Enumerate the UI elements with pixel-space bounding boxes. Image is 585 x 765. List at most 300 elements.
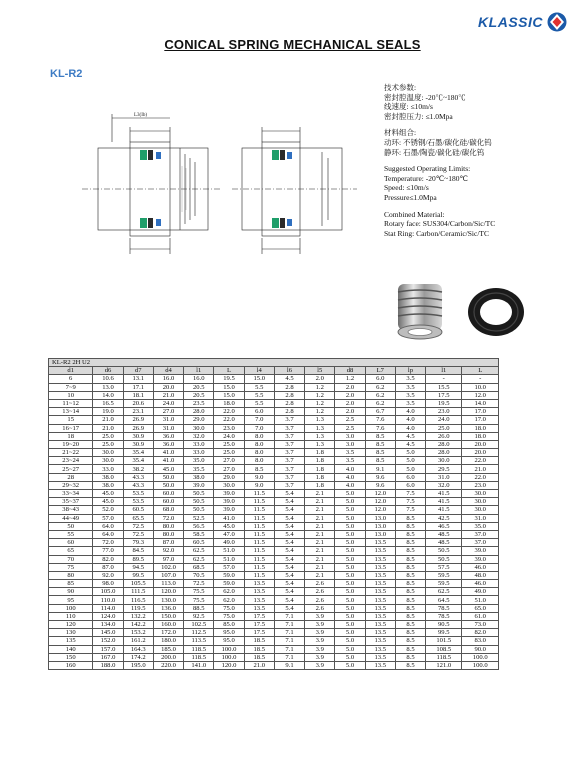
table-cell: 5.0 bbox=[335, 506, 365, 514]
table-cell: 8.5 bbox=[395, 653, 425, 661]
table-cell: 35.4 bbox=[123, 457, 153, 465]
table-cell: 68.0 bbox=[153, 506, 183, 514]
table-cell: 28.0 bbox=[184, 408, 214, 416]
table-cell: 50.0 bbox=[153, 481, 183, 489]
table-cell: 87.0 bbox=[93, 563, 123, 571]
table-cell: 105.0 bbox=[93, 588, 123, 596]
table-cell: 95 bbox=[49, 596, 93, 604]
table-cell: 38.0 bbox=[93, 481, 123, 489]
table-cell: 97.0 bbox=[153, 555, 183, 563]
table-cell: 13.5 bbox=[365, 563, 395, 571]
table-cell: 5.0 bbox=[335, 580, 365, 588]
table-cell: 22.0 bbox=[214, 416, 244, 424]
table-cell: 39.0 bbox=[214, 490, 244, 498]
table-cell: 45.0 bbox=[153, 465, 183, 473]
table-cell: 11.5 bbox=[244, 498, 274, 506]
table-cell: 8.5 bbox=[395, 612, 425, 620]
table-cell: 1.3 bbox=[305, 416, 335, 424]
table-cell: 60.0 bbox=[153, 490, 183, 498]
table-row bbox=[49, 391, 499, 399]
table-cell: 13.5 bbox=[365, 580, 395, 588]
table-cell: 5.4 bbox=[274, 506, 304, 514]
table-cell: 42.5 bbox=[426, 514, 462, 522]
table-cell: 90 bbox=[49, 588, 93, 596]
table-cell: 2.0 bbox=[335, 399, 365, 407]
table-cell: 29.0 bbox=[184, 416, 214, 424]
table-cell: 50.5 bbox=[426, 547, 462, 555]
table-row bbox=[49, 629, 499, 637]
table-cell: 5.0 bbox=[335, 539, 365, 547]
table-cell: 13.5 bbox=[365, 629, 395, 637]
table-cell: 119.5 bbox=[123, 604, 153, 612]
column-header: l1 bbox=[426, 367, 462, 375]
table-cell: 95.0 bbox=[214, 637, 244, 645]
table-cell: 13~14 bbox=[49, 408, 93, 416]
table-cell: 1.2 bbox=[305, 383, 335, 391]
table-cell: 8.0 bbox=[244, 440, 274, 448]
table-cell: 85 bbox=[49, 580, 93, 588]
column-header: L bbox=[462, 367, 499, 375]
table-cell: 12.0 bbox=[365, 498, 395, 506]
table-cell: 1.2 bbox=[305, 391, 335, 399]
table-cell: 5.4 bbox=[274, 571, 304, 579]
table-row bbox=[49, 588, 499, 596]
table-cell: 13.5 bbox=[365, 621, 395, 629]
table-cell: 30.0 bbox=[426, 457, 462, 465]
table-cell: 38.0 bbox=[93, 473, 123, 481]
column-header: d6 bbox=[93, 367, 123, 375]
table-cell: 101.5 bbox=[426, 637, 462, 645]
table-cell: 3.9 bbox=[305, 629, 335, 637]
table-cell: 21.0 bbox=[244, 661, 274, 669]
table-cell: 7.1 bbox=[274, 653, 304, 661]
table-row bbox=[49, 612, 499, 620]
en-materials-title: Combined Material: bbox=[384, 209, 445, 219]
table-cell: 35~37 bbox=[49, 498, 93, 506]
table-cell: 90.0 bbox=[462, 645, 499, 653]
table-cell: 29.5 bbox=[426, 465, 462, 473]
table-cell: 2.0 bbox=[335, 383, 365, 391]
table-cell: 53.5 bbox=[123, 490, 153, 498]
table-cell: 87.0 bbox=[153, 539, 183, 547]
table-cell: 113.0 bbox=[153, 580, 183, 588]
table-cell: 58.5 bbox=[184, 530, 214, 538]
table-cell: 8.5 bbox=[395, 555, 425, 563]
table-cell: 8.5 bbox=[395, 547, 425, 555]
table-cell: 24.0 bbox=[153, 399, 183, 407]
table-cell: 2.1 bbox=[305, 571, 335, 579]
table-cell: 60.0 bbox=[153, 498, 183, 506]
table-cell: 2.8 bbox=[274, 383, 304, 391]
table-cell: 3.9 bbox=[305, 653, 335, 661]
table-cell: 2.1 bbox=[305, 530, 335, 538]
page-title: CONICAL SPRING MECHANICAL SEALS bbox=[164, 37, 421, 52]
table-cell: 5.4 bbox=[274, 580, 304, 588]
table-cell: 98.0 bbox=[93, 580, 123, 588]
table-cell: 6.0 bbox=[395, 473, 425, 481]
table-cell: 70 bbox=[49, 555, 93, 563]
table-cell: 78.5 bbox=[426, 604, 462, 612]
table-cell: 25.0 bbox=[426, 424, 462, 432]
cn-materials-block bbox=[384, 128, 579, 157]
table-cell: 5.0 bbox=[335, 612, 365, 620]
table-cell: 36.0 bbox=[153, 440, 183, 448]
table-cell: 2.5 bbox=[335, 416, 365, 424]
table-cell: 25~27 bbox=[49, 465, 93, 473]
table-cell: 21.0 bbox=[93, 416, 123, 424]
table-cell: 33~34 bbox=[49, 490, 93, 498]
table-cell: 13.5 bbox=[365, 588, 395, 596]
table-cell: 39.0 bbox=[214, 498, 244, 506]
table-cell: 8.5 bbox=[395, 588, 425, 596]
table-cell: 124.0 bbox=[93, 612, 123, 620]
table-cell: 25.0 bbox=[93, 432, 123, 440]
table-cell: 100.0 bbox=[462, 661, 499, 669]
table-cell: 13.5 bbox=[365, 661, 395, 669]
table-cell: 8.5 bbox=[395, 596, 425, 604]
table-row bbox=[49, 571, 499, 579]
table-cell: 22.0 bbox=[214, 408, 244, 416]
table-cell: 135 bbox=[49, 637, 93, 645]
cn-param-line: 密封腔温度: -20℃~180℃ bbox=[384, 92, 466, 102]
table-cell: 4.5 bbox=[395, 432, 425, 440]
table-cell: 5.0 bbox=[335, 621, 365, 629]
table-cell: 19.5 bbox=[214, 375, 244, 383]
cn-param-line: 密封腔压力: ≤1.0Mpa bbox=[384, 111, 453, 121]
table-cell: 100 bbox=[49, 604, 93, 612]
table-cell: 2.1 bbox=[305, 555, 335, 563]
table-cell: 38.2 bbox=[123, 465, 153, 473]
table-cell: 2.6 bbox=[305, 604, 335, 612]
table-cell: 4.0 bbox=[395, 416, 425, 424]
table-cell: 41.5 bbox=[426, 498, 462, 506]
column-header: d1 bbox=[49, 367, 93, 375]
table-cell: 27.0 bbox=[214, 465, 244, 473]
column-header: d4 bbox=[153, 367, 183, 375]
table-cell: 59.5 bbox=[426, 571, 462, 579]
table-row bbox=[49, 580, 499, 588]
table-cell: 13.5 bbox=[365, 539, 395, 547]
table-cell: 48.5 bbox=[426, 539, 462, 547]
table-cell: 13.5 bbox=[365, 555, 395, 563]
en-material-line: Rotary face: SUS304/Carbon/Sic/TC bbox=[384, 219, 496, 229]
seal-product-photo bbox=[384, 278, 542, 344]
table-cell: 30.0 bbox=[462, 490, 499, 498]
table-cell: 3.9 bbox=[305, 612, 335, 620]
table-cell: 8.5 bbox=[365, 432, 395, 440]
column-header: l1 bbox=[184, 367, 214, 375]
table-cell: 5.4 bbox=[274, 490, 304, 498]
table-cell: 11.5 bbox=[244, 506, 274, 514]
table-cell: 5.4 bbox=[274, 530, 304, 538]
table-cell: 55 bbox=[49, 530, 93, 538]
table-cell: 9.6 bbox=[365, 481, 395, 489]
table-cell: 20.0 bbox=[462, 440, 499, 448]
table-cell: 43.3 bbox=[123, 481, 153, 489]
table-cell: 39.0 bbox=[214, 506, 244, 514]
table-row bbox=[49, 408, 499, 416]
table-cell: 68.5 bbox=[184, 563, 214, 571]
table-cell: 64.5 bbox=[426, 596, 462, 604]
table-cell: 4.0 bbox=[335, 465, 365, 473]
table-cell: 8.5 bbox=[395, 629, 425, 637]
table-cell: 14.0 bbox=[462, 399, 499, 407]
table-cell: 2.1 bbox=[305, 522, 335, 530]
table-cell: 62.5 bbox=[184, 555, 214, 563]
cn-material-line: 动环: 不锈钢/石墨/碳化硅/碳化钨 bbox=[384, 137, 492, 147]
table-cell: 113.5 bbox=[184, 637, 214, 645]
table-cell: 18.5 bbox=[244, 637, 274, 645]
table-cell: 111.5 bbox=[123, 588, 153, 596]
table-cell: 15.5 bbox=[426, 383, 462, 391]
table-cell: 9.0 bbox=[244, 473, 274, 481]
table-cell: 13.5 bbox=[244, 580, 274, 588]
table-cell: 114.0 bbox=[93, 604, 123, 612]
table-cell: 160 bbox=[49, 661, 93, 669]
table-cell: 32.0 bbox=[426, 481, 462, 489]
table-cell: 28.0 bbox=[426, 440, 462, 448]
table-cell: 2.0 bbox=[335, 408, 365, 416]
table-cell: 1.8 bbox=[305, 457, 335, 465]
table-cell: 5.0 bbox=[335, 588, 365, 596]
table-cell: 110.0 bbox=[93, 596, 123, 604]
table-cell: 25.0 bbox=[214, 440, 244, 448]
table-cell: 20.6 bbox=[123, 399, 153, 407]
table-cell: 77.0 bbox=[93, 547, 123, 555]
table-cell: 5.0 bbox=[335, 555, 365, 563]
table-cell: 5.0 bbox=[335, 661, 365, 669]
table-cell: 3.9 bbox=[305, 661, 335, 669]
table-cell: 64.0 bbox=[93, 522, 123, 530]
table-cell: 35.0 bbox=[462, 522, 499, 530]
table-cell: 8.5 bbox=[395, 530, 425, 538]
column-header: l6 bbox=[274, 367, 304, 375]
table-cell: 10 bbox=[49, 391, 93, 399]
table-cell: 30.0 bbox=[462, 506, 499, 514]
table-cell: 21.0 bbox=[153, 391, 183, 399]
column-header: L bbox=[214, 367, 244, 375]
table-cell: 7.1 bbox=[274, 629, 304, 637]
table-caption: KL-R2 2H U2 bbox=[49, 359, 499, 367]
table-cell: 21.0 bbox=[462, 465, 499, 473]
table-cell: 2.1 bbox=[305, 490, 335, 498]
table-cell: 59.0 bbox=[214, 580, 244, 588]
table-row bbox=[49, 416, 499, 424]
table-cell: 100.0 bbox=[214, 653, 244, 661]
table-cell: 51.0 bbox=[214, 555, 244, 563]
table-cell: 72.0 bbox=[153, 514, 183, 522]
table-cell: 57.5 bbox=[426, 563, 462, 571]
table-cell: 7.1 bbox=[274, 621, 304, 629]
table-cell: 4.0 bbox=[335, 473, 365, 481]
table-cell: 23.0 bbox=[462, 481, 499, 489]
table-row bbox=[49, 432, 499, 440]
table-cell: 120 bbox=[49, 621, 93, 629]
table-cell: 102.0 bbox=[153, 563, 183, 571]
table-cell: 5.0 bbox=[335, 522, 365, 530]
table-cell: 23.0 bbox=[214, 424, 244, 432]
table-cell: 5.0 bbox=[335, 514, 365, 522]
dim-label-top: L3(Ib) bbox=[134, 113, 148, 118]
cn-param-line: 线速度: ≤10m/s bbox=[384, 102, 433, 112]
table-cell: 5.4 bbox=[274, 555, 304, 563]
table-cell: 5.0 bbox=[335, 530, 365, 538]
table-cell: 16.5 bbox=[93, 399, 123, 407]
table-cell: 30.9 bbox=[123, 432, 153, 440]
table-cell: 142.2 bbox=[123, 621, 153, 629]
table-cell: 102.5 bbox=[184, 621, 214, 629]
table-cell: 8.5 bbox=[395, 522, 425, 530]
table-cell: 3.5 bbox=[395, 375, 425, 383]
table-cell: 8.5 bbox=[395, 514, 425, 522]
table-cell: 24.0 bbox=[214, 432, 244, 440]
table-cell: 65.0 bbox=[462, 604, 499, 612]
en-limit-line: Speed: ≤10m/s bbox=[384, 183, 429, 193]
table-cell: 72.0 bbox=[93, 539, 123, 547]
brand-logo-icon bbox=[547, 12, 567, 32]
table-cell: 37.0 bbox=[462, 530, 499, 538]
table-cell: 44~49 bbox=[49, 514, 93, 522]
table-cell: 11~12 bbox=[49, 399, 93, 407]
table-cell: 17.0 bbox=[462, 416, 499, 424]
dimension-table bbox=[48, 358, 499, 670]
table-cell: 65.5 bbox=[123, 514, 153, 522]
table-cell: 90.5 bbox=[426, 621, 462, 629]
table-row bbox=[49, 514, 499, 522]
table-cell: 23.5 bbox=[184, 399, 214, 407]
table-cell: 18.5 bbox=[244, 653, 274, 661]
table-cell: 13.5 bbox=[244, 596, 274, 604]
table-cell: 1.8 bbox=[305, 465, 335, 473]
table-cell: 8.5 bbox=[395, 539, 425, 547]
table-cell: 13.1 bbox=[123, 375, 153, 383]
model-code: KL-R2 bbox=[50, 68, 83, 80]
table-cell: 3.7 bbox=[274, 432, 304, 440]
table-cell: 41.5 bbox=[426, 490, 462, 498]
table-cell: 8.5 bbox=[395, 563, 425, 571]
table-cell: 3.7 bbox=[274, 457, 304, 465]
table-cell: 3.7 bbox=[274, 440, 304, 448]
table-cell: 1.3 bbox=[305, 432, 335, 440]
table-cell: 7.5 bbox=[395, 490, 425, 498]
table-cell: 48.5 bbox=[426, 530, 462, 538]
table-cell: 17.5 bbox=[426, 391, 462, 399]
table-cell: 12.0 bbox=[462, 391, 499, 399]
column-header: L7 bbox=[365, 367, 395, 375]
table-cell: 5.0 bbox=[335, 596, 365, 604]
table-cell: 153.2 bbox=[123, 629, 153, 637]
table-cell: 1.2 bbox=[335, 375, 365, 383]
table-cell: 7.0 bbox=[244, 416, 274, 424]
table-cell: 29~32 bbox=[49, 481, 93, 489]
table-cell: 49.0 bbox=[214, 539, 244, 547]
table-cell: 75 bbox=[49, 563, 93, 571]
table-cell: 60 bbox=[49, 539, 93, 547]
table-cell: 1.8 bbox=[305, 473, 335, 481]
table-cell: 161.2 bbox=[123, 637, 153, 645]
table-cell: 61.0 bbox=[462, 612, 499, 620]
table-cell: 13.5 bbox=[365, 596, 395, 604]
table-cell: 80.0 bbox=[153, 522, 183, 530]
table-cell: 118.5 bbox=[184, 653, 214, 661]
table-cell: 200.0 bbox=[153, 653, 183, 661]
table-cell: 2.6 bbox=[305, 596, 335, 604]
table-cell: 38.0 bbox=[184, 473, 214, 481]
table-cell: 75.5 bbox=[184, 596, 214, 604]
table-cell: 157.0 bbox=[93, 645, 123, 653]
table-cell: 7.6 bbox=[365, 416, 395, 424]
table-cell: 19.5 bbox=[426, 399, 462, 407]
table-cell: 145.0 bbox=[93, 629, 123, 637]
table-cell: 5.0 bbox=[395, 465, 425, 473]
table-cell: 45.0 bbox=[214, 522, 244, 530]
table-cell: 1.8 bbox=[305, 481, 335, 489]
table-cell: 23~24 bbox=[49, 457, 93, 465]
table-cell: 26.9 bbox=[123, 424, 153, 432]
table-row bbox=[49, 481, 499, 489]
table-cell: 46.0 bbox=[462, 580, 499, 588]
table-cell: 17.5 bbox=[244, 629, 274, 637]
table-cell: 82.0 bbox=[462, 629, 499, 637]
table-cell: 19~20 bbox=[49, 440, 93, 448]
cn-params-title: 技术参数: bbox=[384, 83, 417, 92]
table-cell: 5.0 bbox=[335, 547, 365, 555]
table-cell: 8.0 bbox=[244, 449, 274, 457]
table-cell: 180.0 bbox=[153, 637, 183, 645]
table-cell: 16.0 bbox=[184, 375, 214, 383]
table-cell: 8.5 bbox=[395, 571, 425, 579]
table-header-row bbox=[49, 367, 499, 375]
table-cell: 89.5 bbox=[123, 555, 153, 563]
table-cell: 150 bbox=[49, 653, 93, 661]
table-cell: 26.0 bbox=[426, 432, 462, 440]
table-cell: 3.7 bbox=[274, 424, 304, 432]
column-header: d8 bbox=[335, 367, 365, 375]
table-cell: 9.6 bbox=[365, 473, 395, 481]
table-cell: 18 bbox=[49, 432, 93, 440]
table-cell: 30.0 bbox=[214, 481, 244, 489]
table-cell: 6.2 bbox=[365, 399, 395, 407]
table-cell: 23.0 bbox=[426, 408, 462, 416]
table-cell: 52.0 bbox=[93, 506, 123, 514]
table-cell: 5.4 bbox=[274, 522, 304, 530]
table-cell: 2.1 bbox=[305, 563, 335, 571]
table-cell: 11.5 bbox=[244, 555, 274, 563]
table-cell: 14.0 bbox=[93, 391, 123, 399]
table-row bbox=[49, 563, 499, 571]
table-cell: 18.0 bbox=[214, 399, 244, 407]
table-row bbox=[49, 490, 499, 498]
table-cell: 56.5 bbox=[184, 522, 214, 530]
table-cell: 26.9 bbox=[123, 416, 153, 424]
table-cell: 7.1 bbox=[274, 612, 304, 620]
table-cell: 25.0 bbox=[214, 449, 244, 457]
table-cell: 22.0 bbox=[462, 473, 499, 481]
table-cell: 5.0 bbox=[335, 629, 365, 637]
table-cell: 30.0 bbox=[462, 498, 499, 506]
table-cell: 2.1 bbox=[305, 506, 335, 514]
table-cell: 32.0 bbox=[184, 432, 214, 440]
table-cell: 17.5 bbox=[244, 621, 274, 629]
table-cell: 5.5 bbox=[244, 391, 274, 399]
table-cell: 167.0 bbox=[93, 653, 123, 661]
table-row bbox=[49, 604, 499, 612]
table-cell: 1.2 bbox=[305, 399, 335, 407]
table-cell: 6.7 bbox=[365, 408, 395, 416]
table-cell: 85.0 bbox=[214, 621, 244, 629]
table-cell: 27.0 bbox=[153, 408, 183, 416]
table-cell: 195.0 bbox=[123, 661, 153, 669]
